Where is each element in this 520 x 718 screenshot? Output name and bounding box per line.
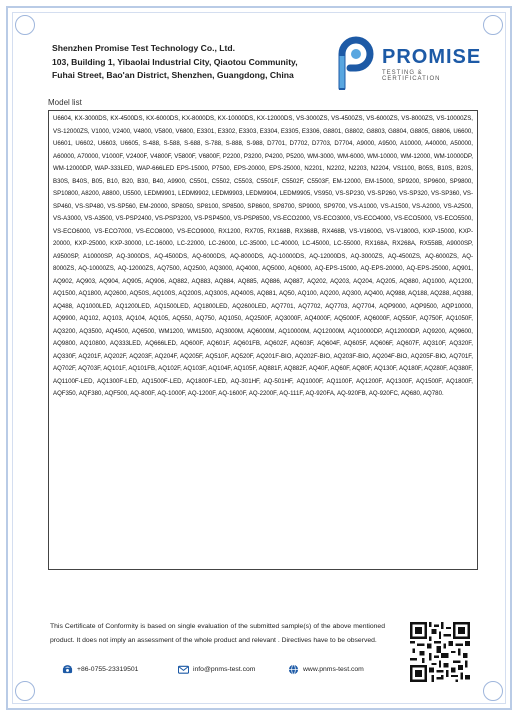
corner-ornament — [15, 15, 35, 35]
globe-icon — [288, 664, 299, 675]
conformity-note: This Certificate of Conformity is based on single evaluation of the submitted sample(s) of the above mentioned product. It does not imply an assessment of the whole product and relevant . Directives have to be observed. — [50, 623, 385, 644]
email-address[interactable]: info@pnms-test.com — [193, 666, 256, 673]
model-list-title: Model list — [48, 98, 82, 107]
model-list-box — [48, 110, 478, 570]
company-address-line1: 103, Building 1, Yibaolai Industrial City, Qiaotou Community, — [52, 56, 298, 67]
website-contact[interactable] — [288, 664, 364, 675]
phone-icon — [62, 664, 73, 675]
company-address-line2: Fuhai Street, Bao'an District, Shenzhen, Guangdong, China — [52, 70, 294, 80]
company-header — [52, 42, 342, 83]
promise-logo — [332, 34, 482, 90]
website-url[interactable]: www.pnms-test.com — [303, 666, 364, 673]
company-name: Shenzhen Promise Test Technology Co., Ltd. — [52, 43, 236, 53]
logo-wordmark: PROMISE — [382, 46, 482, 68]
corner-ornament — [15, 681, 35, 701]
model-list-text: U6604, KX-3000DS, KX-4500DS, KX-6000DS, KX-8000DS, KX-10000DS, KX-12000DS, VS-3000ZS, VS-4500ZS, VS-6000ZS, VS-8000ZS, VS-10000ZS, VS-12000ZS, V1000, V2400, V4800, V5800, V6800, E3301, E3302, E3303, E3304, E3305, E3306, G8801, G8802, G8803, G8804, G8805, G8806, U6600, U6601, U6602, U6603, U6605, S-488, S-588, S-688, S-788, S-888, S-988, D7701, D7702, D7703, D7704, A9000, A9500, A10000, A40000, A50000, A60000, A70000, V1000F, V2400F, V4800F, V5800F, V6800F, P2200, P3200, P4200, P5200, WM-3000, WM-6000, WM-10000, WM-12000, WM-10000DP, WM-12000DP, WAP-333LED, WAP-666LED EPS-15000, P7500, EPS-20000, EPS-25000, N2201, N2202, N2203, N2204, VS1100, B05S, B10S, B20S, B30S, B40S, B05, B10, B20, B30, B40, A9900, C5501, C5502, C5503, C5501F, C5502F, C5503F, EM-12000, EM-15000, SP9200, SP9600, SP9800, SP10800, A8200, A8800, U5500, LEDM9901, LEDM9902, LEDM9903, LEDM9904, LEDM9905, VS950, VS-SP230, VS-SP260, VS-SP320, VS-SP360, VS-SP460, VS-SP480, VS-SP560, EM-20000, SP8050, SP8100, SP8500, SP8600, SP8700, SP9000, SP9700, VS-A1000, VS-A1500, VS-A2000, VS-A2500, VS-A3000, VS-A3500, VS-PSP2400, VS-PSP3200, VS-PSP4500, VS-PSP8500, VS-ECO2000, VS-ECO3000, VS-ECO4000, VS-ECO5000, VS-ECO5500, VS-ECO6000, VS-ECO7000, VS-ECO8000, VS-ECO9000, RX1200, RX705, RX168B, RX368B, RX468B, VS-V1600G, VS-V1800G, KXP-15000, KXP-20000, KXP-25000, KXP-30000, LC-16000, LC-22000, LC-26000, LC-35000, LC-40000, LC-45000, LC-55000, RX168A, RX268A, RX558B, A9000SP, A9500SP, A10000SP, AQ-3000DS, AQ-4500DS, AQ-6000DS, AQ-8000DS, AQ-10000DS, AQ-12000DS, AQ-3000ZS, AQ-4500ZS, AQ-6000ZS, AQ-8000ZS, AQ-10000ZS, AQ-12000ZS, AQ7500, AQ2500, AQ3000, AQ4000, AQ5000, AQ6000, AQ-EPS-15000, AQ-EPS-20000, AQ-EPS-25000, AQ901, AQ902, AQ903, AQ904, AQ905, AQ906, AQ882, AQ883, AQ884, AQ885, AQ886, AQ887, AQ202, AQ203, AQ204, AQ205, AQ880, AQ1000, AQ1200, AQ1500, AQ1800, AQ2600, AQ50S, AQ100S, AQ200S, AQ300S, AQ400S, AQ881, AQ50, AQ100, AQ200, AQ300, AQ400, AQ988, AQ188, AQ288, AQ388, AQ488, AQ1000LED, AQ1200LED, AQ1500LED, AQ1800LED, AQ2600LED, AQ7701, AQ7702, AQ7703, AQ7704, AQP9000, AQP9500, AQP10000, AQ9900, AQ102, AQ103, AQ104, AQ105, AQ550, AQ750, AQ1050, AQ2500F, AQ3000F, AQ4000F, AQ5000F, AQ6000F, AQ550F, AQ750F, AQ1050F, AQ3200, AQ3500, AQ4500, AQ6500, WM1200, WM1500, AQ3000M, AQ6000M, AQ10000M, AQ12000M, AQ10000DP, AQ12000DP, AQ9200, AQ9600, AQ9800, AQ10800, AQ333LED, AQ666LED, AQ600F, AQ601F, AQ601FB, AQ602F, AQ603F, AQ604F, AQ605F, AQ606F, AQ607F, AQ310F, AQ320F, AQ330F, AQ201F, AQ202F, AQ203F, AQ204F, AQ205F, AQ510F, AQ520F, AQ201F-BIO, AQ202F-BIO, AQ203F-BIO, AQ204F-BIO, AQ205F-BIO, AQ701F, AQ702F, AQ703F, AQ101F, AQ101FB, AQ102F, AQ103F, AQ104F, AQ105F, AQ881F, AQ882F, AQ40F, AQ60F, AQ80F, AQ130F, AQ180F, AQ280F, AQ380F, AQ1100F-LED, AQ1300F-LED, AQ1500F-LED, AQ1800F-LED, AQ-301HF, AQ-501HF, AQ1000F, AQ1100F, AQ1200F, AQ1300F, AQ1500F, AQ1800F, AQF350, AQF380, AQF500, AQ-800F, AQ-1000F, AQ-1200F, AQ-1600F, AQ-2200F, AQ-111F, AQ-920FA, AQ-920FB, AQ-920FC, AQ680, AQ780. — [53, 115, 473, 397]
qr-code — [410, 622, 470, 682]
promise-logo-mark — [332, 34, 378, 90]
phone-number: +86-0755-23319501 — [77, 666, 139, 673]
email-contact[interactable] — [178, 664, 255, 675]
logo-tagline: TESTING & CERTIFICATION — [382, 70, 441, 82]
phone-contact — [62, 664, 138, 675]
corner-ornament — [483, 15, 503, 35]
email-icon — [178, 664, 189, 675]
corner-ornament — [483, 681, 503, 701]
contact-bar — [62, 664, 402, 678]
